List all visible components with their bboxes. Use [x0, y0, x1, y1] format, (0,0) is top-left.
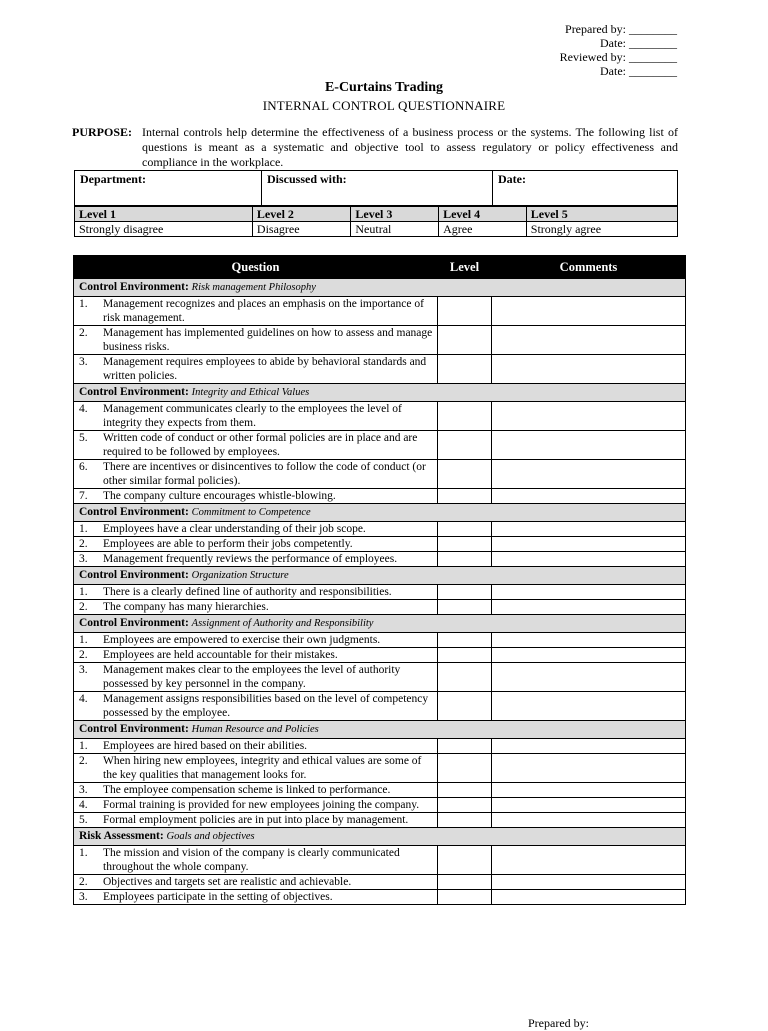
level-input-cell[interactable]: [438, 522, 492, 537]
question-cell: [74, 739, 438, 754]
prepared-by-line[interactable]: ________: [629, 22, 677, 36]
level-3-meaning: Neutral: [351, 222, 439, 237]
section-header: [74, 828, 686, 846]
level-input-cell[interactable]: [438, 402, 492, 431]
date-label: Date:: [600, 36, 626, 50]
questionnaire-body: [74, 279, 686, 905]
question-row: [74, 355, 686, 384]
level-input-cell[interactable]: [438, 537, 492, 552]
question-number: 7.: [79, 490, 88, 502]
review-date-field[interactable]: [560, 64, 677, 78]
question-row: [74, 402, 686, 431]
level-3-header: Level 3: [351, 207, 439, 222]
section-title: Control Environment:: [79, 617, 189, 629]
question-row: [74, 552, 686, 567]
question-text: Management recognizes and places an emphasis on the importance of risk management.: [103, 298, 424, 324]
reviewed-by-label: Reviewed by:: [559, 50, 626, 64]
question-text: The mission and vision of the company is clearly communicated throughout the whole company.: [103, 847, 400, 873]
comments-input-cell[interactable]: [492, 460, 686, 489]
header-fields: [560, 22, 677, 78]
level-input-cell[interactable]: [438, 798, 492, 813]
document-title: INTERNAL CONTROL QUESTIONNAIRE: [262, 98, 506, 113]
question-text: Employees are held accountable for their mistakes.: [103, 649, 338, 661]
question-text: Management frequently reviews the performance of employees.: [103, 553, 398, 565]
department-field[interactable]: Department:: [75, 171, 262, 206]
question-text: Formal training is provided for new employees joining the company.: [103, 799, 420, 811]
question-cell: [74, 875, 438, 890]
comments-input-cell[interactable]: [492, 663, 686, 692]
purpose-text: Internal controls help determine the effectiveness of a business process or the systems. The following list of questions is meant as a systematic and objective tool to assess regulatory or policy effectiveness and compliance in the workplace.: [142, 125, 678, 169]
level-input-cell[interactable]: [438, 846, 492, 875]
question-cell: [74, 402, 438, 431]
question-number: 1.: [79, 634, 88, 646]
question-cell: [74, 537, 438, 552]
question-text: Management communicates clearly to the employees the level of integrity they expects from them.: [103, 403, 402, 429]
level-input-cell[interactable]: [438, 585, 492, 600]
section-subtitle: Risk management Philosophy: [191, 282, 316, 293]
question-row: [74, 460, 686, 489]
question-number: 3.: [79, 891, 88, 903]
level-4-meaning: Agree: [439, 222, 527, 237]
level-input-cell[interactable]: [438, 489, 492, 504]
section-subtitle: Commitment to Competence: [191, 507, 311, 518]
question-number: 1.: [79, 740, 88, 752]
question-text: Objectives and targets set are realistic and achievable.: [103, 876, 352, 888]
section-title: Risk Assessment:: [79, 830, 164, 842]
comments-input-cell[interactable]: [492, 522, 686, 537]
comments-input-cell[interactable]: [492, 754, 686, 783]
comments-input-cell[interactable]: [492, 297, 686, 326]
level-4-header: Level 4: [439, 207, 527, 222]
question-row: [74, 326, 686, 355]
question-row: [74, 297, 686, 326]
question-row: [74, 585, 686, 600]
prepared-by-field[interactable]: [560, 22, 677, 36]
section-subtitle: Integrity and Ethical Values: [191, 387, 310, 398]
section-header-cell: [74, 615, 686, 633]
question-row: [74, 600, 686, 615]
prepared-by-label: Prepared by:: [565, 22, 626, 36]
date-field[interactable]: [560, 36, 677, 50]
level-input-cell[interactable]: [438, 754, 492, 783]
comments-input-cell[interactable]: [492, 798, 686, 813]
level-input-cell[interactable]: [438, 648, 492, 663]
info-date-field[interactable]: Date:: [493, 171, 678, 206]
question-text: Employees are empowered to exercise their own judgments.: [103, 634, 381, 646]
question-row: [74, 875, 686, 890]
question-number: 2.: [79, 327, 88, 339]
section-header-cell: [74, 384, 686, 402]
question-number: 1.: [79, 523, 88, 535]
question-cell: [74, 431, 438, 460]
level-input-cell[interactable]: [438, 692, 492, 721]
comments-input-cell[interactable]: [492, 633, 686, 648]
question-row: [74, 648, 686, 663]
discussed-with-field[interactable]: Discussed with:: [262, 171, 493, 206]
info-table: [74, 170, 678, 206]
level-input-cell[interactable]: [438, 297, 492, 326]
level-input-cell[interactable]: [438, 552, 492, 567]
question-cell: [74, 460, 438, 489]
question-number: 3.: [79, 356, 88, 368]
question-text: There is a clearly defined line of authority and responsibilities.: [103, 586, 392, 598]
purpose-label: PURPOSE:: [72, 125, 132, 139]
question-row: [74, 846, 686, 875]
section-header-cell: [74, 504, 686, 522]
question-row: [74, 522, 686, 537]
question-row: [74, 783, 686, 798]
level-input-cell[interactable]: [438, 739, 492, 754]
level-5-header: Level 5: [526, 207, 677, 222]
section-header-cell: [74, 828, 686, 846]
question-text: Formal employment policies are in put into place by management.: [103, 814, 409, 826]
section-title: Control Environment:: [79, 386, 189, 398]
question-text: Management makes clear to the employees the level of authority possessed by key personnel in the company.: [103, 664, 401, 690]
question-cell: [74, 890, 438, 905]
review-date-line[interactable]: ________: [629, 64, 677, 78]
level-input-cell[interactable]: [438, 813, 492, 828]
question-cell: [74, 326, 438, 355]
level-column-header: Level: [438, 256, 492, 279]
section-title: Control Environment:: [79, 506, 189, 518]
question-cell: [74, 585, 438, 600]
question-number: 2.: [79, 601, 88, 613]
level-input-cell[interactable]: [438, 326, 492, 355]
comments-input-cell[interactable]: [492, 648, 686, 663]
level-5-meaning: Strongly agree: [526, 222, 677, 237]
section-subtitle: Goals and objectives: [166, 831, 255, 842]
reviewed-by-line[interactable]: ________: [629, 50, 677, 64]
comments-input-cell[interactable]: [492, 846, 686, 875]
section-title: Control Environment:: [79, 569, 189, 581]
question-cell: [74, 663, 438, 692]
section-subtitle: Organization Structure: [191, 570, 289, 581]
question-cell: [74, 692, 438, 721]
comments-input-cell[interactable]: [492, 783, 686, 798]
level-input-cell[interactable]: [438, 633, 492, 648]
level-input-cell[interactable]: [438, 783, 492, 798]
question-number: 3.: [79, 784, 88, 796]
comments-input-cell[interactable]: [492, 355, 686, 384]
section-header: [74, 615, 686, 633]
level-input-cell[interactable]: [438, 875, 492, 890]
comments-input-cell[interactable]: [492, 739, 686, 754]
level-input-cell[interactable]: [438, 355, 492, 384]
section-header: [74, 504, 686, 522]
question-cell: [74, 754, 438, 783]
question-text: Employees have a clear understanding of their job scope.: [103, 523, 366, 535]
question-row: [74, 431, 686, 460]
comments-input-cell[interactable]: [492, 537, 686, 552]
section-header: [74, 279, 686, 297]
question-number: 2.: [79, 876, 88, 888]
question-number: 4.: [79, 799, 88, 811]
question-number: 5.: [79, 432, 88, 444]
section-header: [74, 384, 686, 402]
question-text: Employees are hired based on their abilities.: [103, 740, 308, 752]
question-cell: [74, 489, 438, 504]
question-row: [74, 489, 686, 504]
level-input-cell[interactable]: [438, 663, 492, 692]
level-legend-table: [74, 206, 678, 237]
question-row: [74, 890, 686, 905]
question-row: [74, 813, 686, 828]
question-number: 1.: [79, 586, 88, 598]
question-number: 1.: [79, 298, 88, 310]
reviewed-by-field[interactable]: [560, 50, 677, 64]
question-text: Management assigns responsibilities based on the level of competency possessed by the employee.: [103, 693, 429, 719]
question-cell: [74, 846, 438, 875]
question-row: [74, 754, 686, 783]
question-cell: [74, 522, 438, 537]
question-number: 2.: [79, 538, 88, 550]
comments-input-cell[interactable]: [492, 813, 686, 828]
question-cell: [74, 648, 438, 663]
question-cell: [74, 633, 438, 648]
question-text: There are incentives or disincentives to follow the code of conduct (or other similar formal policies).: [103, 461, 426, 487]
question-number: 2.: [79, 649, 88, 661]
question-text: Employees are able to perform their jobs competently.: [103, 538, 353, 550]
level-2-meaning: Disagree: [252, 222, 350, 237]
question-cell: [74, 355, 438, 384]
level-input-cell[interactable]: [438, 431, 492, 460]
comments-input-cell[interactable]: [492, 600, 686, 615]
section-title: Control Environment:: [79, 281, 189, 293]
question-row: [74, 633, 686, 648]
level-1-header: Level 1: [75, 207, 253, 222]
question-column-header: Question: [74, 256, 438, 279]
level-input-cell[interactable]: [438, 890, 492, 905]
level-input-cell[interactable]: [438, 600, 492, 615]
level-input-cell[interactable]: [438, 460, 492, 489]
section-subtitle: Assignment of Authority and Responsibility: [191, 618, 374, 629]
review-date-label: Date:: [600, 64, 626, 78]
question-cell: [74, 600, 438, 615]
question-row: [74, 798, 686, 813]
comments-input-cell[interactable]: [492, 431, 686, 460]
question-row: [74, 692, 686, 721]
question-cell: [74, 813, 438, 828]
company-name: E-Curtains Trading: [324, 80, 444, 95]
question-row: [74, 537, 686, 552]
question-number: 3.: [79, 553, 88, 565]
question-number: 5.: [79, 814, 88, 826]
question-row: [74, 663, 686, 692]
level-2-header: Level 2: [252, 207, 350, 222]
question-cell: [74, 783, 438, 798]
section-header-cell: [74, 279, 686, 297]
date-line[interactable]: ________: [629, 36, 677, 50]
comments-input-cell[interactable]: [492, 402, 686, 431]
question-number: 4.: [79, 693, 88, 705]
question-text: The employee compensation scheme is linked to performance.: [103, 784, 391, 796]
question-text: Written code of conduct or other formal policies are in place and are required to be followed by employees.: [103, 432, 418, 458]
question-row: [74, 739, 686, 754]
question-number: 6.: [79, 461, 88, 473]
question-text: Employees participate in the setting of objectives.: [103, 891, 333, 903]
question-number: 3.: [79, 664, 88, 676]
section-title: Control Environment:: [79, 723, 189, 735]
section-header: [74, 567, 686, 585]
question-number: 1.: [79, 847, 88, 859]
level-1-meaning: Strongly disagree: [75, 222, 253, 237]
question-text: Management requires employees to abide by behavioral standards and written policies.: [103, 356, 427, 382]
question-text: When hiring new employees, integrity and ethical values are some of the key qualities that management looks for.: [103, 755, 422, 781]
question-text: The company has many hierarchies.: [103, 601, 269, 613]
question-text: The company culture encourages whistle-blowing.: [103, 490, 336, 502]
question-number: 4.: [79, 403, 88, 415]
section-subtitle: Human Resource and Policies: [191, 724, 319, 735]
purpose-paragraph: [72, 125, 678, 170]
comments-input-cell[interactable]: [492, 875, 686, 890]
footer-prepared-by: Prepared by:: [528, 1016, 589, 1030]
section-header-cell: [74, 567, 686, 585]
comments-input-cell[interactable]: [492, 489, 686, 504]
section-header: [74, 721, 686, 739]
question-cell: [74, 798, 438, 813]
comments-input-cell[interactable]: [492, 585, 686, 600]
questionnaire-table: [73, 255, 686, 905]
comments-input-cell[interactable]: [492, 890, 686, 905]
comments-input-cell[interactable]: [492, 552, 686, 567]
question-cell: [74, 297, 438, 326]
question-text: Management has implemented guidelines on how to assess and manage business risks.: [103, 327, 433, 353]
comments-input-cell[interactable]: [492, 326, 686, 355]
section-header-cell: [74, 721, 686, 739]
comments-column-header: Comments: [492, 256, 686, 279]
comments-input-cell[interactable]: [492, 692, 686, 721]
question-number: 2.: [79, 755, 88, 767]
question-cell: [74, 552, 438, 567]
